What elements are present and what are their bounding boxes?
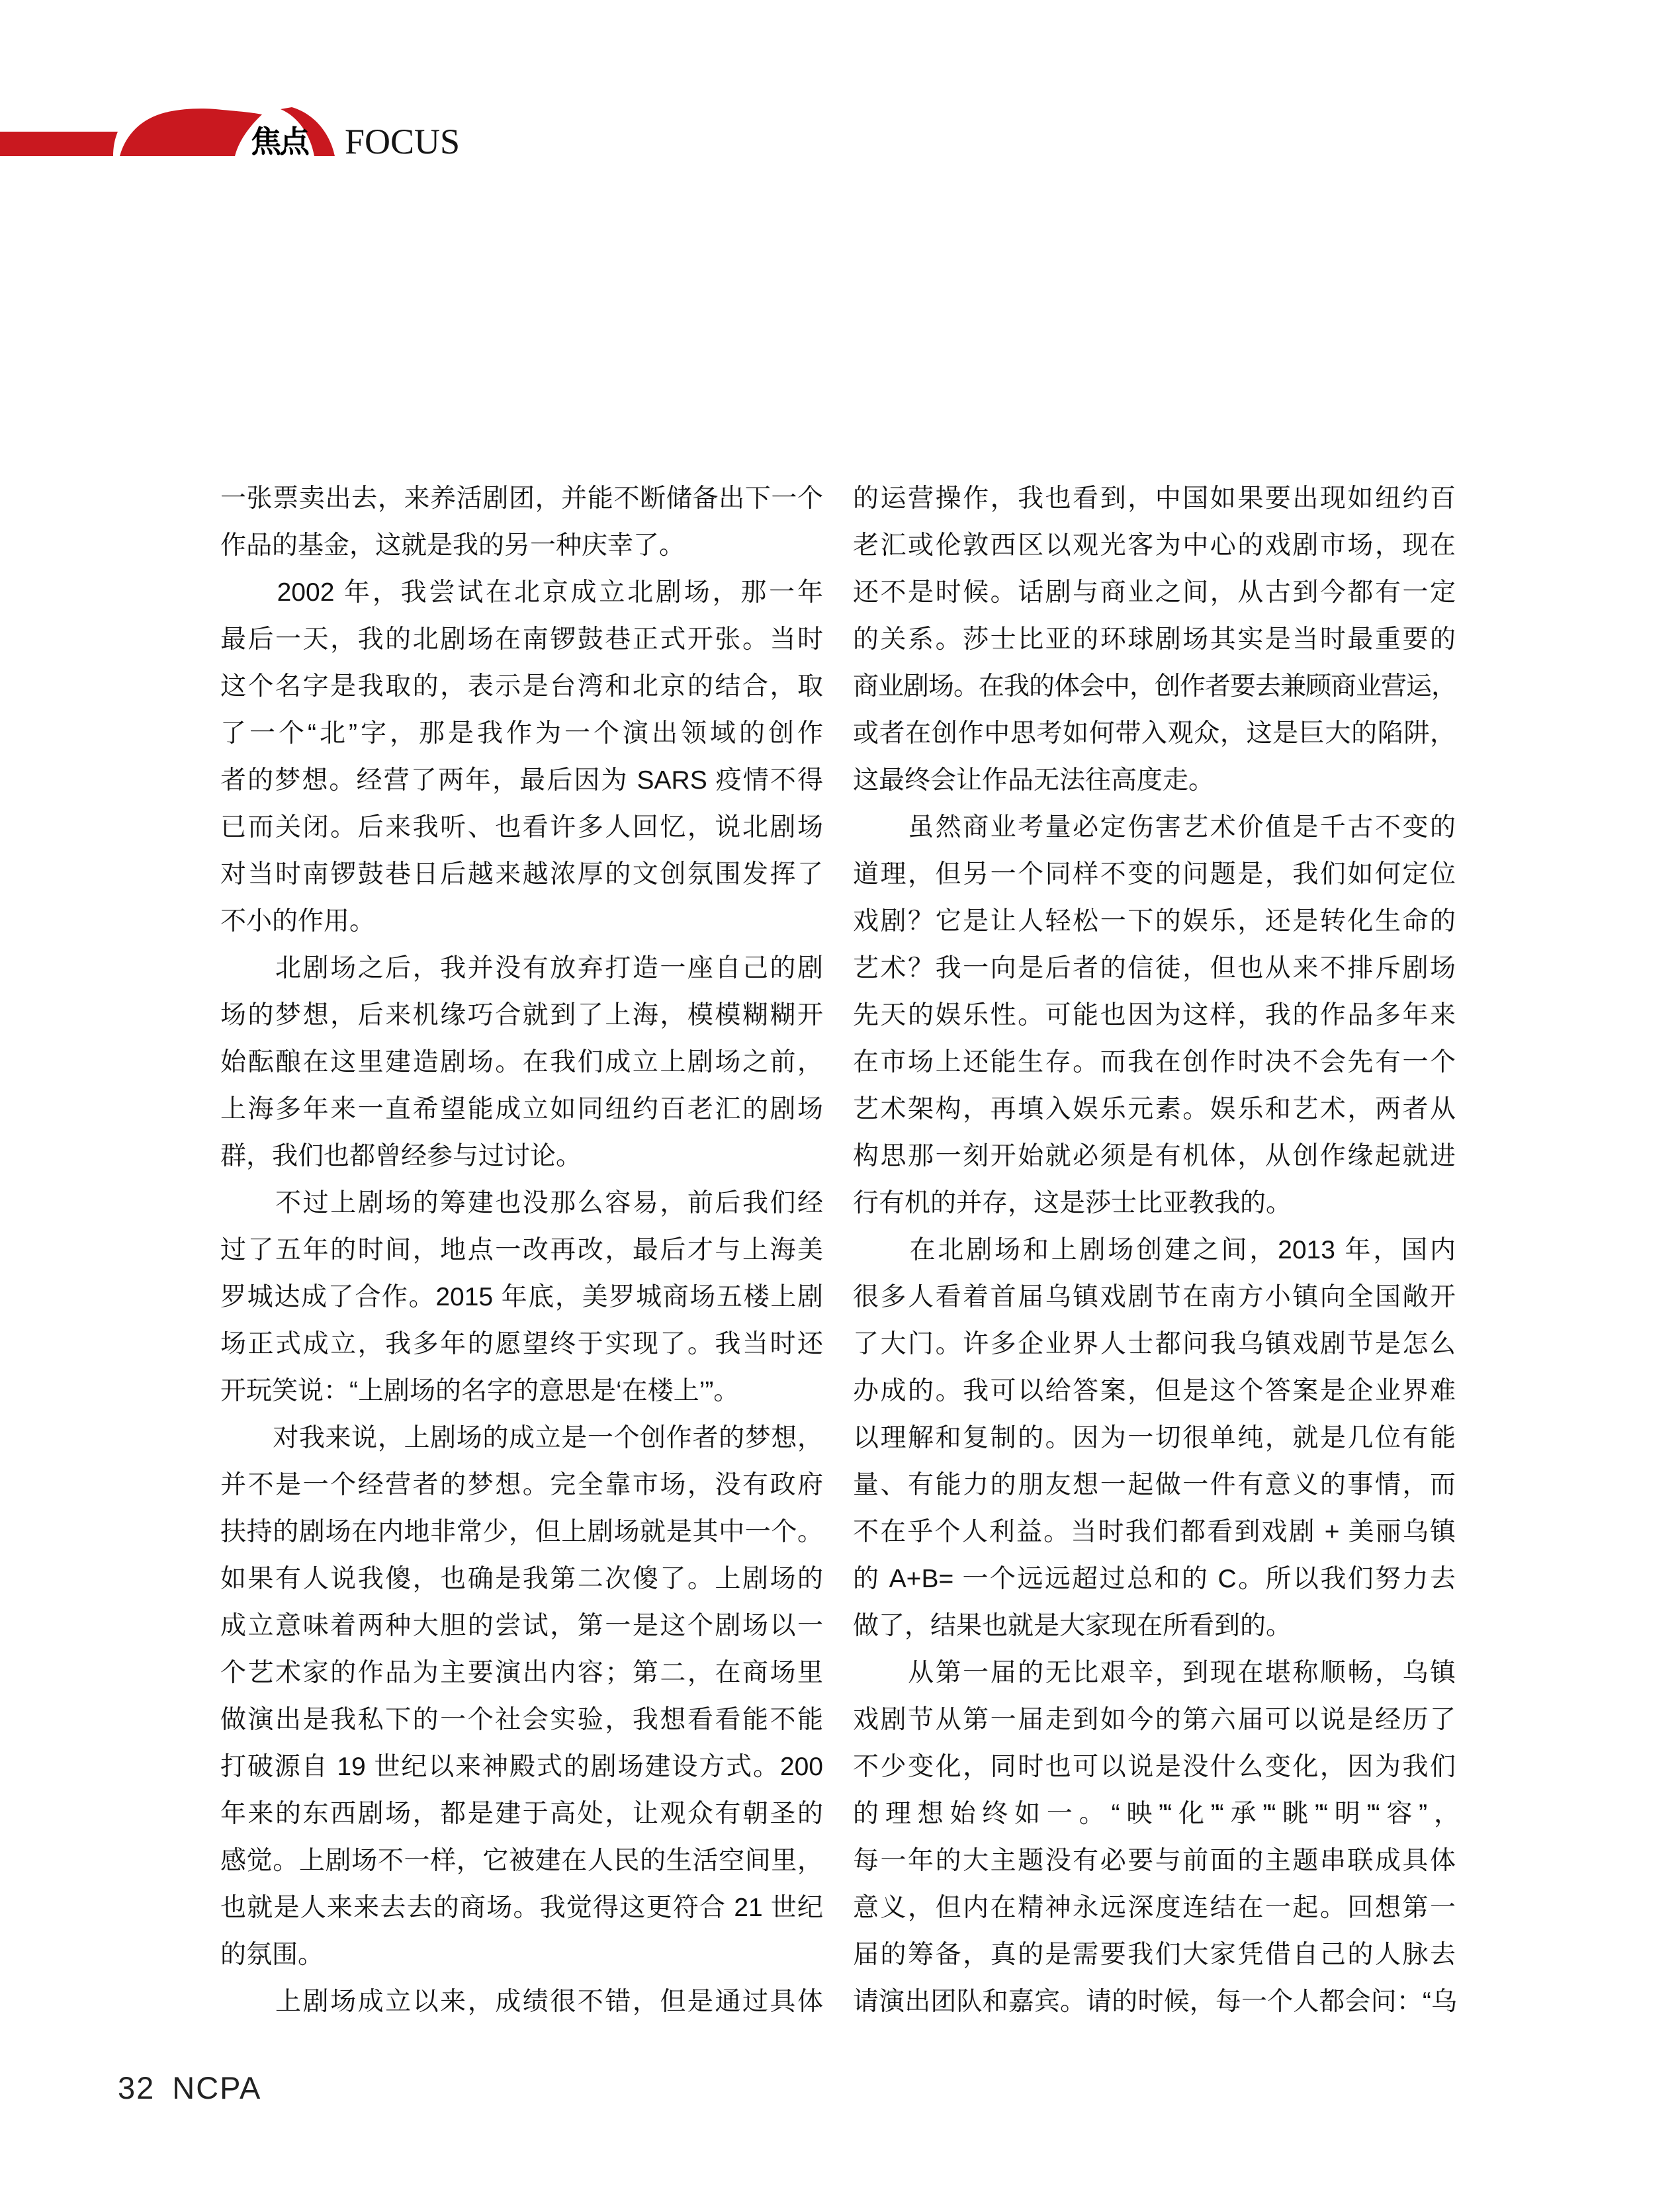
text-line: 上剧场成立以来，成绩很不错，但是通过具体 <box>220 1988 823 2016</box>
text-line: 不过上剧场的筹建也没那么容易，前后我们经 <box>220 1189 823 1217</box>
text-line: 量、有能力的朋友想一起做一件有意义的事情，而 <box>853 1471 1456 1499</box>
text-line: 以理解和复制的。因为一切很单纯，就是几位有能 <box>853 1424 1456 1452</box>
page-number: 32 <box>118 2070 155 2105</box>
text-line: 的运营操作，我也看到，中国如果要出现如纽约百 <box>853 484 1456 513</box>
text-line: 者的梦想。经营了两年，最后因为 SARS 疫情不得 <box>220 766 823 795</box>
text-line: 艺术？我一向是后者的信徒，但也从来不排斥剧场 <box>853 954 1456 983</box>
text-line: 从第一届的无比艰辛，到现在堪称顺畅，乌镇 <box>853 1659 1456 1687</box>
text-line: 也就是人来来去去的商场。我觉得这更符合 21 世纪 <box>220 1894 823 1922</box>
text-line: 做了，结果也就是大家现在所看到的。 <box>853 1612 1292 1640</box>
text-line: 的氛围。 <box>220 1941 324 1969</box>
text-line: 了一个“北”字，那是我作为一个演出领域的创作 <box>220 719 823 748</box>
banner-red-bar <box>0 132 118 156</box>
text-line: 意义，但内在精神永远深度连结在一起。回想第一 <box>853 1894 1456 1922</box>
text-line: 老汇或伦敦西区以观光客为中心的戏剧市场，现在 <box>853 531 1456 560</box>
text-line: 先天的娱乐性。可能也因为这样，我的作品多年来 <box>853 1001 1456 1029</box>
text-line: 不在乎个人利益。当时我们都看到戏剧 + 美丽乌镇 <box>853 1518 1456 1546</box>
text-line: 年来的东西剧场，都是建于高处，让观众有朝圣的 <box>220 1800 823 1828</box>
article-column-right <box>853 475 1456 2025</box>
text-line: 这个名字是我取的，表示是台湾和北京的结合，取 <box>220 672 823 701</box>
text-line: 届的筹备，真的是需要我们大家凭借自己的人脉去 <box>853 1941 1456 1969</box>
text-line: 北剧场之后，我并没有放弃打造一座自己的剧 <box>220 954 823 983</box>
journal-abbr: NCPA <box>172 2070 262 2105</box>
text-line: 的理想始终如一。“映”“化”“承”“眺”“明”“容”， <box>853 1800 1456 1828</box>
text-line: 在北剧场和上剧场创建之间，2013 年，国内 <box>853 1236 1456 1264</box>
text-line: 这最终会让作品无法往高度走。 <box>853 766 1215 795</box>
text-line: 很多人看着首届乌镇戏剧节在南方小镇向全国敞开 <box>853 1283 1456 1311</box>
text-line: 办成的。我可以给答案，但是这个答案是企业界难 <box>853 1377 1456 1405</box>
text-line: 开玩笑说：“上剧场的名字的意思是‘在楼上’”。 <box>220 1377 740 1405</box>
page-footer <box>118 2072 261 2103</box>
text-line: 的关系。莎士比亚的环球剧场其实是当时最重要的 <box>853 625 1456 654</box>
article-column-left <box>220 475 823 2025</box>
text-line: 已而关闭。后来我听、也看许多人回忆，说北剧场 <box>220 813 823 842</box>
section-title-cn: 焦点 <box>251 124 308 159</box>
text-line: 每一年的大主题没有必要与前面的主题串联成具体 <box>853 1847 1456 1875</box>
text-line: 或者在创作中思考如何带入观众，这是巨大的陷阱， <box>853 719 1456 748</box>
text-line: 上海多年来一直希望能成立如同纽约百老汇的剧场 <box>220 1095 823 1123</box>
text-line: 场正式成立，我多年的愿望终于实现了。我当时还 <box>220 1330 823 1358</box>
text-line: 2002 年，我尝试在北京成立北剧场，那一年 <box>220 578 823 607</box>
text-line: 并不是一个经营者的梦想。完全靠市场，没有政府 <box>220 1471 823 1499</box>
text-line: 作品的基金，这就是我的另一种庆幸了。 <box>220 531 685 560</box>
text-line: 扶持的剧场在内地非常少，但上剧场就是其中一个。 <box>220 1518 823 1546</box>
text-line: 对我来说，上剧场的成立是一个创作者的梦想， <box>220 1424 823 1452</box>
text-line: 还不是时候。话剧与商业之间，从古到今都有一定 <box>853 578 1456 607</box>
text-line: 戏剧节从第一届走到如今的第六届可以说是经历了 <box>853 1706 1456 1734</box>
text-line: 的 A+B= 一个远远超过总和的 C。所以我们努力去 <box>853 1565 1456 1593</box>
text-line: 在市场上还能生存。而我在创作时决不会先有一个 <box>853 1048 1456 1076</box>
text-line: 成立意味着两种大胆的尝试，第一是这个剧场以一 <box>220 1612 823 1640</box>
text-line: 戏剧？它是让人轻松一下的娱乐，还是转化生命的 <box>853 907 1456 936</box>
text-line: 如果有人说我傻，也确是我第二次傻了。上剧场的 <box>220 1565 823 1593</box>
text-line: 构思那一刻开始就必须是有机体，从创作缘起就进 <box>853 1142 1456 1170</box>
text-line: 了大门。许多企业界人士都问我乌镇戏剧节是怎么 <box>853 1330 1456 1358</box>
text-line: 一张票卖出去，来养活剧团，并能不断储备出下一个 <box>220 484 823 513</box>
text-line: 过了五年的时间，地点一改再改，最后才与上海美 <box>220 1236 823 1264</box>
text-line: 场的梦想，后来机缘巧合就到了上海，模模糊糊开 <box>220 1001 823 1029</box>
text-line: 感觉。上剧场不一样，它被建在人民的生活空间里， <box>220 1847 823 1875</box>
text-line: 行有机的并存，这是莎士比亚教我的。 <box>853 1189 1292 1217</box>
text-line: 打破源自 19 世纪以来神殿式的剧场建设方式。200 <box>220 1753 823 1781</box>
text-line: 最后一天，我的北剧场在南锣鼓巷正式开张。当时 <box>220 625 823 654</box>
banner-dome-shape <box>120 109 262 156</box>
text-line: 道理，但另一个同样不变的问题是，我们如何定位 <box>853 860 1456 889</box>
text-line: 不少变化，同时也可以说是没什么变化，因为我们 <box>853 1753 1456 1781</box>
text-line: 始酝酿在这里建造剧场。在我们成立上剧场之前， <box>220 1048 823 1076</box>
text-line: 虽然商业考量必定伤害艺术价值是千古不变的 <box>853 813 1456 842</box>
text-line: 罗城达成了合作。2015 年底，美罗城商场五楼上剧 <box>220 1283 823 1311</box>
text-line: 做演出是我私下的一个社会实验，我想看看能不能 <box>220 1706 823 1734</box>
text-line: 群，我们也都曾经参与过讨论。 <box>220 1142 582 1170</box>
text-line: 不小的作用。 <box>220 907 376 936</box>
text-line: 商业剧场。在我的体会中，创作者要去兼顾商业营运， <box>853 672 1456 701</box>
text-line: 个艺术家的作品为主要演出内容；第二，在商场里 <box>220 1659 823 1687</box>
section-title-en: FOCUS <box>345 122 461 161</box>
text-line: 对当时南锣鼓巷日后越来越浓厚的文创氛围发挥了 <box>220 860 823 889</box>
text-line: 请演出团队和嘉宾。请的时候，每一个人都会问：“乌 <box>853 1988 1456 2016</box>
text-line: 艺术架构，再填入娱乐元素。娱乐和艺术，两者从 <box>853 1095 1456 1123</box>
